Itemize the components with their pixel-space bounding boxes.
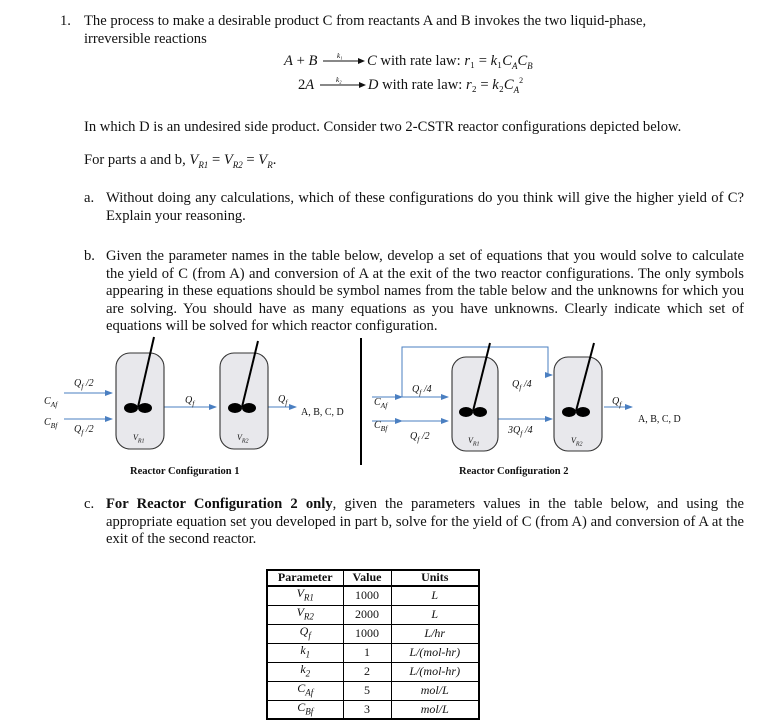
problem-intro [84, 13, 744, 48]
impeller [139, 404, 151, 412]
qf-exit-label: $Q_f$ [278, 394, 288, 407]
parts-ab-text: For parts a and b, $V_{R1} = V_{R2} = V_R$. [84, 152, 277, 170]
param-cell: $k_2$ [267, 662, 343, 681]
qf-quarter-bypass-label: $Q_f$ /4 [512, 379, 532, 392]
qf-half-label-b: $Q_f$ /2 [74, 424, 94, 437]
qf-exit-label-2: $Q_f$ [612, 396, 622, 409]
part-b-text: Given the parameter names in the table below, develop a set of equations that you would solve to calculate the yield of C (from A) and conversion of A at the exit of the two reactor configurations. The only symbols appearing in these equations should be symbol names from the table below and the unknowns for which you are solving. You should have as many equations as you have unknowns. Clearly indicate which set of equations will be solved for which reactor configuration. [106, 248, 744, 334]
units-cell: L/(mol-hr) [391, 662, 479, 681]
svg-text:k₂: k₂ [335, 76, 342, 84]
cbf-label: $C_{Bf}$ [44, 417, 58, 430]
value-cell: 5 [343, 681, 391, 700]
part-c-rest: , given the parameters values in the table below, and using the appropriate equation set you developed in part b, solve for the yield of C (from A) and conversion of A at the exit of the second reactor. [106, 496, 744, 547]
reaction-arrow-icon [321, 52, 367, 68]
vr1-label: $V_{R1}$ [133, 433, 145, 445]
impeller [563, 408, 575, 416]
vr2-label-2: $V_{R2}$ [571, 436, 583, 448]
reaction-2: 2A k₂ D with rate law: $r_2 = k_2C_A^2$ [298, 76, 524, 95]
units-cell: L [391, 605, 479, 624]
table-row [267, 624, 479, 643]
units-cell: L [391, 586, 479, 605]
header-units: Units [391, 570, 479, 586]
products-label-1: A, B, C, D [301, 407, 344, 418]
part-c-text [106, 496, 744, 549]
qf-quarter-label: $Q_f$ /4 [412, 384, 432, 397]
header-parameter: Parameter [267, 570, 343, 586]
caf-label: $C_{Af}$ [44, 396, 58, 409]
impeller [229, 404, 241, 412]
reaction-1: A + B k₁ C with rate law: $r_1 = k_1C_AC_B$ [284, 52, 533, 71]
units-cell: mol/L [391, 700, 479, 719]
param-cell: $C_{Af}$ [267, 681, 343, 700]
value-cell: 2 [343, 662, 391, 681]
part-c-bold: For Reactor Configuration 2 only [106, 496, 333, 512]
part-a-text: Without doing any calculations, which of these configurations do you think will give the higher yield of C? Explain your reasoning. [106, 190, 744, 224]
units-cell: L/hr [391, 624, 479, 643]
parameter-table [266, 569, 480, 720]
three-qf-quarter-label: $3Q_f$ /4 [508, 425, 533, 438]
problem-number: 1. [60, 13, 71, 29]
qf-interstage-label: $Q_f$ [185, 395, 195, 408]
cbf-label-2: $C_{Bf}$ [374, 420, 388, 433]
value-cell: 1 [343, 643, 391, 662]
impeller [474, 408, 486, 416]
table-row [267, 662, 479, 681]
side-product-text: In which D is an undesired side product. Consider two 2-CSTR reactor configurations depicted below. [84, 119, 682, 135]
impeller [577, 408, 589, 416]
products-label-2: A, B, C, D [638, 414, 681, 425]
reaction-arrow-icon [318, 76, 368, 92]
header-value: Value [343, 570, 391, 586]
units-cell: mol/L [391, 681, 479, 700]
value-cell: 1000 [343, 586, 391, 605]
part-c-label: c. [84, 496, 95, 512]
param-cell: $C_{Bf}$ [267, 700, 343, 719]
table-row [267, 700, 479, 719]
param-cell: $Q_f$ [267, 624, 343, 643]
svg-text:k₁: k₁ [337, 52, 343, 60]
part-a-label: a. [84, 190, 95, 206]
table-row [267, 681, 479, 700]
units-cell: L/(mol-hr) [391, 643, 479, 662]
table-row [267, 605, 479, 624]
qf-half-label-2: $Q_f$ /2 [410, 431, 430, 444]
param-cell: $k_1$ [267, 643, 343, 662]
impeller [243, 404, 255, 412]
reactor-diagram [0, 335, 774, 485]
vr2-label: $V_{R2}$ [237, 433, 249, 445]
impeller [460, 408, 472, 416]
impeller [125, 404, 137, 412]
qf-half-label: $Q_f$ /2 [74, 378, 94, 391]
param-cell: $V_{R2}$ [267, 605, 343, 624]
vr1-label-2: $V_{R1}$ [468, 436, 480, 448]
value-cell: 1000 [343, 624, 391, 643]
caf-label-2: $C_{Af}$ [374, 397, 388, 410]
table-row [267, 643, 479, 662]
part-b-label: b. [84, 248, 95, 264]
param-cell: $V_{R1}$ [267, 586, 343, 605]
intro-line-1: The process to make a desirable product C from reactants A and B invokes the two liquid-phase, [84, 13, 647, 29]
config-2-caption: Reactor Configuration 2 [459, 466, 569, 477]
value-cell: 3 [343, 700, 391, 719]
config-1-caption: Reactor Configuration 1 [130, 466, 240, 477]
table-row [267, 586, 479, 605]
intro-line-2: irreversible reactions [84, 30, 207, 47]
value-cell: 2000 [343, 605, 391, 624]
